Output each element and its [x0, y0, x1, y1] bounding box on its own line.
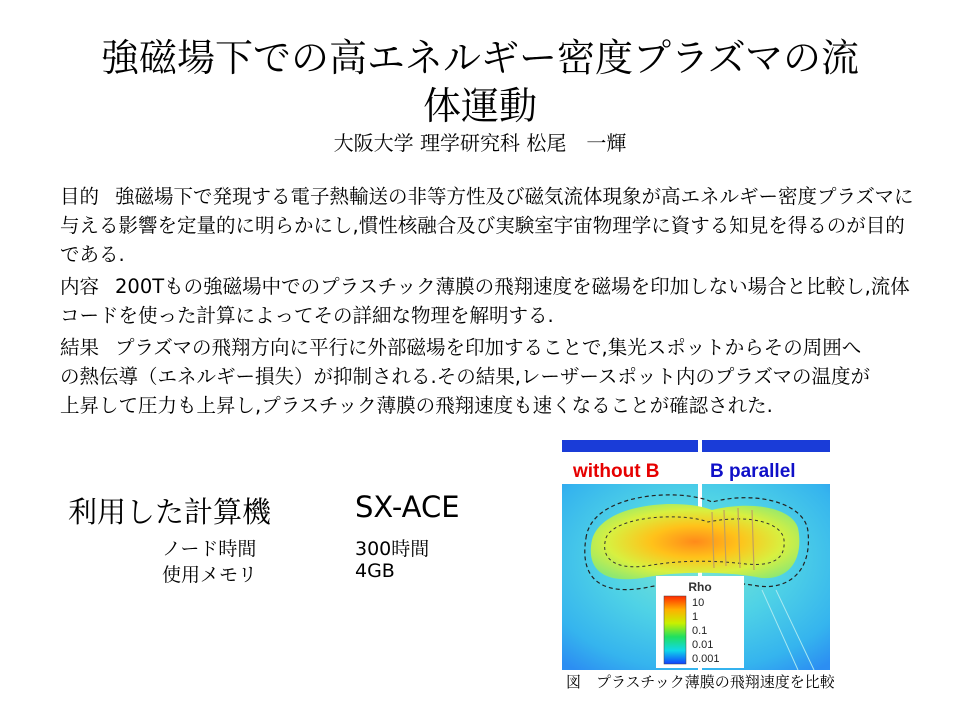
label-b-parallel: B parallel [710, 461, 796, 482]
colorbar-gradient [664, 596, 686, 664]
section-label: 目的 [60, 185, 100, 208]
section-result [60, 333, 875, 420]
colorbar-tick: 0.001 [692, 653, 720, 665]
title-line-2: 体運動 [422, 84, 537, 128]
colorbar-tick: 0.1 [692, 625, 708, 637]
section-content [60, 272, 920, 330]
author-affiliation: 大阪大学 理学研究科 松尾 一輝 [333, 131, 627, 155]
computer-machine: SX-ACE [355, 490, 460, 524]
colorbar-tick: 10 [692, 597, 705, 609]
memory-value: 4GB [355, 560, 395, 582]
memory-label: 使用メモリ [162, 564, 258, 586]
section-purpose [60, 182, 920, 269]
node-time-label: ノード時間 [162, 538, 257, 560]
label-without-b: without B [573, 461, 660, 482]
node-time-value: 300時間 [355, 538, 430, 560]
section-text: 強磁場下で発現する電子熱輸送の非等方性及び磁気流体現象が高エネルギー密度プラズマに与える影響を定量的に明らかにし,慣性核融合及び実験室宇宙物理学に資する知見を得るのが目的である. [60, 185, 914, 266]
simulation-figure [562, 440, 830, 670]
figure-caption: 図 プラスチック薄膜の飛翔速度を比較 [566, 673, 835, 691]
section-text: 200Tもの強磁場中でのプラスチック薄膜の飛翔速度を磁場を印加しない場合と比較し,流体コードを使った計算によってその詳細な物理を解明する. [60, 275, 910, 327]
slide-title [40, 34, 920, 130]
body-text [60, 182, 920, 423]
colorbar-tick: 1 [692, 611, 699, 623]
section-label: 結果 [60, 336, 100, 359]
colorbar-title: Rho [688, 580, 712, 594]
computer-heading: 利用した計算機 [68, 495, 272, 529]
title-line-1: 強磁場下での高エネルギー密度プラズマの流 [100, 36, 860, 80]
colorbar-tick: 0.01 [692, 639, 714, 651]
section-text: プラズマの飛翔方向に平行に外部磁場を印加することで,集光スポットからその周囲への熱伝導（エネルギー損失）が抑制される.その結果,レーザースポット内のプラズマの温度が上昇して圧力も上昇し,プラスチック薄膜の飛翔速度も速くなることが確認された. [60, 336, 870, 417]
plasma-blob [591, 504, 800, 579]
section-label: 内容 [60, 275, 100, 298]
